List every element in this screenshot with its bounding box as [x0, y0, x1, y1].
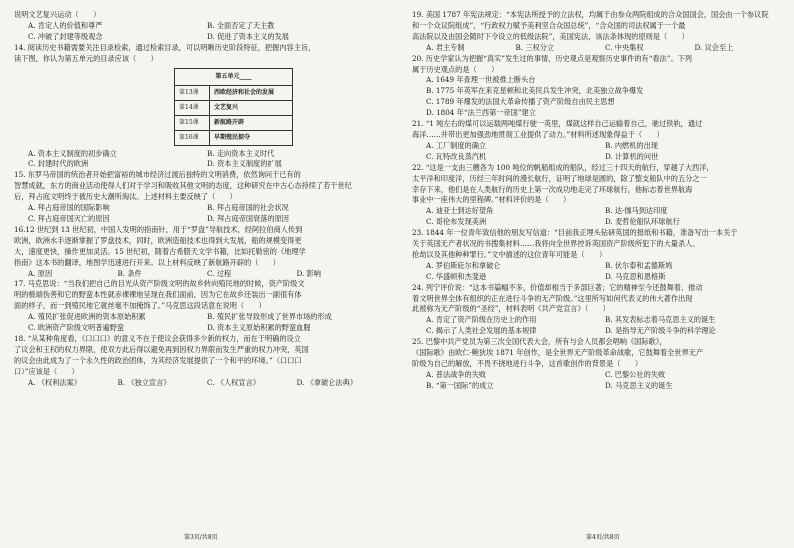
option: D. 议会至上: [694, 42, 734, 52]
table-cell: 第13课: [175, 85, 210, 100]
stem-line: 23. 1844 年一位青年致信他的朋友写信道：“目前我正埋头钻研英国的报纸和书籍，准备写出一本关于: [412, 228, 738, 238]
option: C. 欧洲资产阶级文明普遍野蛮: [28, 323, 125, 333]
table-cell: 第14课: [175, 100, 210, 115]
q15-stem: [14, 170, 386, 203]
q13-options: [14, 21, 386, 43]
unit-contents-table: [174, 68, 293, 146]
option: C. 瓦特改良蒸汽机: [426, 151, 487, 161]
stem-line: 后，拜占庭文明终于被历史大潮所淘汰。上述材料主要反映了（ ）: [14, 192, 237, 202]
option: D. 是指导无产阶级斗争的科学理论: [605, 326, 716, 336]
option: A. 《权利法案》: [28, 377, 81, 387]
left-column: [14, 10, 386, 532]
q17-options: [14, 312, 386, 334]
stem-line: 此被称为无产阶级的“圣经”，材料表明《共产党宣言》（ ）: [412, 304, 610, 314]
option: A. 罗伯斯庇尔和拿破仑: [426, 260, 501, 270]
table-cell: 第15课: [175, 115, 210, 130]
q20-stem: [412, 54, 784, 76]
q14-options: [14, 149, 386, 171]
option: A. 肯定了资产阶级在历史上的作用: [426, 315, 537, 325]
option: D. 计算机的问世: [605, 151, 659, 161]
option: B. 其发表标志着马克思主义的诞生: [605, 315, 716, 325]
stem-line: 14. 阅读历史书籍需要关注目录检索，通过检索目录，可以明晰历史阶段特征，把握内容主旨，: [14, 42, 316, 52]
stem-line: 15. 东罗马帝国的统治者开始把富裕的城市经济过渡后独特的文明消费，依然询问于已有的: [14, 170, 301, 180]
option: C. 华盛顿和杰斐逊: [426, 271, 487, 281]
table-cell: 西欧经济和社会的发展: [210, 85, 293, 100]
option: C. 揭示了人类社会发展的基本规律: [426, 326, 537, 336]
q20-options: [412, 75, 784, 119]
q25-options: [412, 370, 784, 392]
stem-line: 25. 巴黎中共产党员为第三次全国代表大会，所有与会人员都会唱响《国际歌》，: [412, 337, 667, 347]
right-column: [412, 10, 784, 532]
option: D. 《拿破仑法典》: [296, 377, 357, 387]
stem-line: 24. 列宁评价说：“这本书篇幅不多，价值却相当于多部巨著；它的精神至今还鼓舞着、推动: [412, 282, 703, 292]
q23-stem: [412, 228, 784, 261]
stem-line: 和一个众议院组成”，“行政权力赋予美利坚合众国总统”，“合众国的司法权属于一个最: [412, 20, 686, 30]
table-row: [175, 115, 293, 130]
option: B. 拜占庭帝国的社会状况: [207, 203, 289, 213]
table-header: 第五单元____: [175, 68, 293, 85]
page-number-left: 第3页/共8页: [184, 534, 218, 541]
option: B. 条件: [117, 268, 142, 278]
table-cell: 第16课: [175, 130, 210, 145]
option: D. 马克思主义的诞生: [605, 380, 673, 390]
q15-options: [14, 203, 386, 225]
stem-line: 口）”应该是（ ）: [14, 366, 79, 376]
option: D. 资本主义制度的扩展: [207, 159, 282, 169]
stem-line: 抢劫以及其他种种罪行。”文中描述的这位青年可能是（ ）: [412, 249, 607, 259]
option: C. 过程: [207, 268, 232, 278]
stem-line: 读下图，你认为第五单元的目录应该（ ）: [14, 53, 158, 63]
q23-options: [412, 261, 784, 283]
option: B. 1775 年英军在来克星顿和北美民兵发生冲突，北美独立战争爆发: [426, 86, 644, 96]
option: D. 马克思和恩格斯: [605, 271, 666, 281]
option: B. 《独立宣言》: [117, 377, 171, 387]
stem-line: 16.12 世纪到 13 世纪初，中国人发明的指南针，用于“罗盘”导航技术，经阿拉伯商人传到: [14, 224, 303, 234]
option: C. 巴黎公社的失败: [605, 369, 666, 379]
option: C. 封建时代的欧洲: [28, 159, 89, 169]
option: A. 拜占庭帝国的国际影响: [28, 203, 110, 213]
table-cell: 文艺复兴: [210, 100, 293, 115]
table-row: [175, 85, 293, 100]
option: B. 伏尔泰和孟德斯鸠: [605, 260, 673, 270]
stem-line: 高法院以及由国会随时下令设立的低级法院”，美国宪法，该法条体现的原则是（ ）: [412, 31, 689, 41]
q24-options: [412, 315, 784, 337]
q16-stem: [14, 225, 386, 269]
stem-line: 22. “这是一支由三艘各为 100 吨位的帆船组成的船队，经过三十四天的航行，穿越了大西洋，: [412, 162, 714, 172]
stem-line: 欧洲，欧洲水手逐渐掌握了罗盘技术，同时，欧洲造船技术也得到大发展，船的规模变得更: [14, 235, 302, 245]
option: B. 全面否定了天主教: [207, 20, 275, 30]
q21-stem: [412, 119, 784, 141]
table-row: [175, 130, 293, 145]
stem-line: 关于英国无产者状况的书搜集材料……我将向全世界控诉英国资产阶级所犯下的大量杀人、: [412, 239, 700, 249]
stem-line: 19. 美国 1787 年宪法规定：“本宪法所授予的立法权，均属于由参众两院组成的合众国国会，国会由一个参议院: [412, 10, 769, 19]
option: C. 拜占庭帝国灭亡的原因: [28, 213, 110, 223]
q21-options: [412, 141, 784, 163]
stem-line: 《国际歌》由欧仁·鲍狄埃 1871 年创作，是全世界无产阶级革命战歌，它鼓舞着全世界无产: [412, 348, 704, 358]
option: A. 肯定人的价值和尊严: [28, 20, 103, 30]
option: C. 冲破了封建等级观念: [28, 31, 103, 41]
q19-stem: [412, 10, 784, 43]
option: C. 1789 年爆发的法国大革命传播了资产阶级自由民主思想: [426, 97, 615, 107]
option: D. 影响: [296, 268, 321, 278]
option: B. 殖民扩张导致形成了世界市场的形成: [207, 312, 332, 322]
option: D. 麦哲伦船队环球航行: [605, 217, 680, 227]
stem-line: 属于历史观点的是（ ）: [412, 64, 499, 74]
table-cell: 新航路开辟: [210, 115, 293, 130]
option: A. 1649 年查理一世被推上断头台: [426, 75, 536, 85]
stem-line: 幸存下来，他们是在人类航行的历史上第一次成功地走完了环球航行，他标志着世界航海: [412, 184, 693, 194]
stem-line: 阶级为自己的解放，不畏不挠地进行斗争，这首歌创作的背景是（ ）: [412, 359, 643, 368]
stem-line: 指南》这本书的翻译，地图学迅速进行开来。以上材料反映了新航路开辟的（ ）: [14, 257, 280, 267]
option: D. 拜占庭帝国衰落的原因: [207, 213, 289, 223]
q16-options: [14, 269, 386, 280]
q17-stem: [14, 279, 386, 312]
q25-stem: [412, 337, 784, 370]
stem-line: 太平洋和印度洋，历经三年时间的漫长航行，证明了地球是圆的，除了整支船队中的五分之一: [412, 173, 707, 183]
option: D. 促进了资本主义的发展: [207, 31, 289, 41]
stem-line: 大，速度更快，操作更加灵活。15 世纪初，随着古希腊天文学书籍，比如托勒密的《地理学: [14, 246, 306, 256]
stem-line: 的议会由此成为了一个永久性的政治团体，为其经济发展提供了一个和平的环境。”（口口口: [14, 355, 302, 365]
option: A. 普法战争的失败: [426, 369, 487, 379]
option: B. 达·伽马到达印度: [605, 206, 668, 216]
q22-stem: [412, 163, 784, 207]
q18-options: [14, 378, 386, 389]
option: D. 1804 年“法兰西第一帝国”建立: [426, 108, 536, 118]
stem-line: 着文明世界全体有组织的正在进行斗争的无产阶级。”这里所写如何代表义的伟大著作出现: [412, 293, 693, 303]
option: A. 君主专制: [426, 42, 465, 52]
q18-stem: [14, 334, 386, 378]
stem-line: 事业中一座伟大的里程碑。”材料评价的是（ ）: [412, 195, 571, 205]
option: B. 走向资本主义时代: [207, 148, 275, 158]
stem-line: 17. 马克思说：“当我们把自己的目光从资产阶级文明的故乡转向殖民地的时候，资产阶级文: [14, 279, 305, 289]
table-row: [175, 100, 293, 115]
stem-line: 明的极端伪善和它的野蛮本性就赤裸裸地呈现在我们面前，因为它在故乡还装出一副很有体: [14, 290, 302, 300]
stem-line: 智慧成就，东方的商业活动使得人们对于学习和吸收其他文明的态度，这种研究在中古心态持续了若干世纪: [14, 181, 352, 191]
stem-line: 面的样子，而一到殖民地它就丝毫不加掩饰了。”马克思这段话意在说明（ ）: [14, 301, 266, 311]
page-number-right: 第4页/共8页: [586, 534, 620, 541]
table-cell: 早期殖民掠夺: [210, 130, 293, 145]
option: A. 资本主义制度的初步确立: [28, 148, 117, 158]
option: D. 资本主义原始积累的野蛮血腥: [207, 323, 311, 333]
q19-options: [412, 43, 784, 54]
option: A. 殖民扩张促进欧洲的资本原始积累: [28, 312, 146, 322]
option: B. 内燃机的出现: [605, 140, 658, 150]
option: C. 中央集权: [605, 42, 644, 52]
question-continuation: 说明文艺复兴运动（ ）: [14, 10, 101, 19]
q22-options: [412, 206, 784, 228]
option: A. 迪亚士到达好望角: [426, 206, 494, 216]
option: C. 哥伦布发现美洲: [426, 217, 487, 227]
option: B. “第一国际”的成立: [426, 380, 494, 390]
option: A. 原因: [28, 268, 53, 278]
option: A. 工厂制度的确立: [426, 140, 487, 150]
option: C. 《人权宣言》: [207, 377, 260, 387]
q24-stem: [412, 283, 784, 316]
stem-line: 18. “从某种角度看，《口口口》的意义不在于使议会获得多少新的权力，而在于明确的设立: [14, 333, 301, 343]
stem-line: 了议会和王权的权力界限，使双方此后得以避免再到因权力界限而发生严重的权力冲突，英国: [14, 344, 309, 354]
stem-line: 海洋……并带出更加强劲地贯彻工业提供了动力。”材料所述现象得益于（ ）: [412, 129, 664, 139]
q14-stem: [14, 43, 386, 65]
option: B. 三权分立: [515, 42, 555, 52]
stem-line: 20. 历史学家认为把握“真实”发生过的事情，历史观点是观察历史事件的有“看法”。下列: [412, 53, 692, 63]
stem-line: 21. “1 吨左右的煤可以运载两吨煤行驶一英里，煤就这样自己运输着自己，驰过铁轨，通过: [412, 119, 703, 129]
